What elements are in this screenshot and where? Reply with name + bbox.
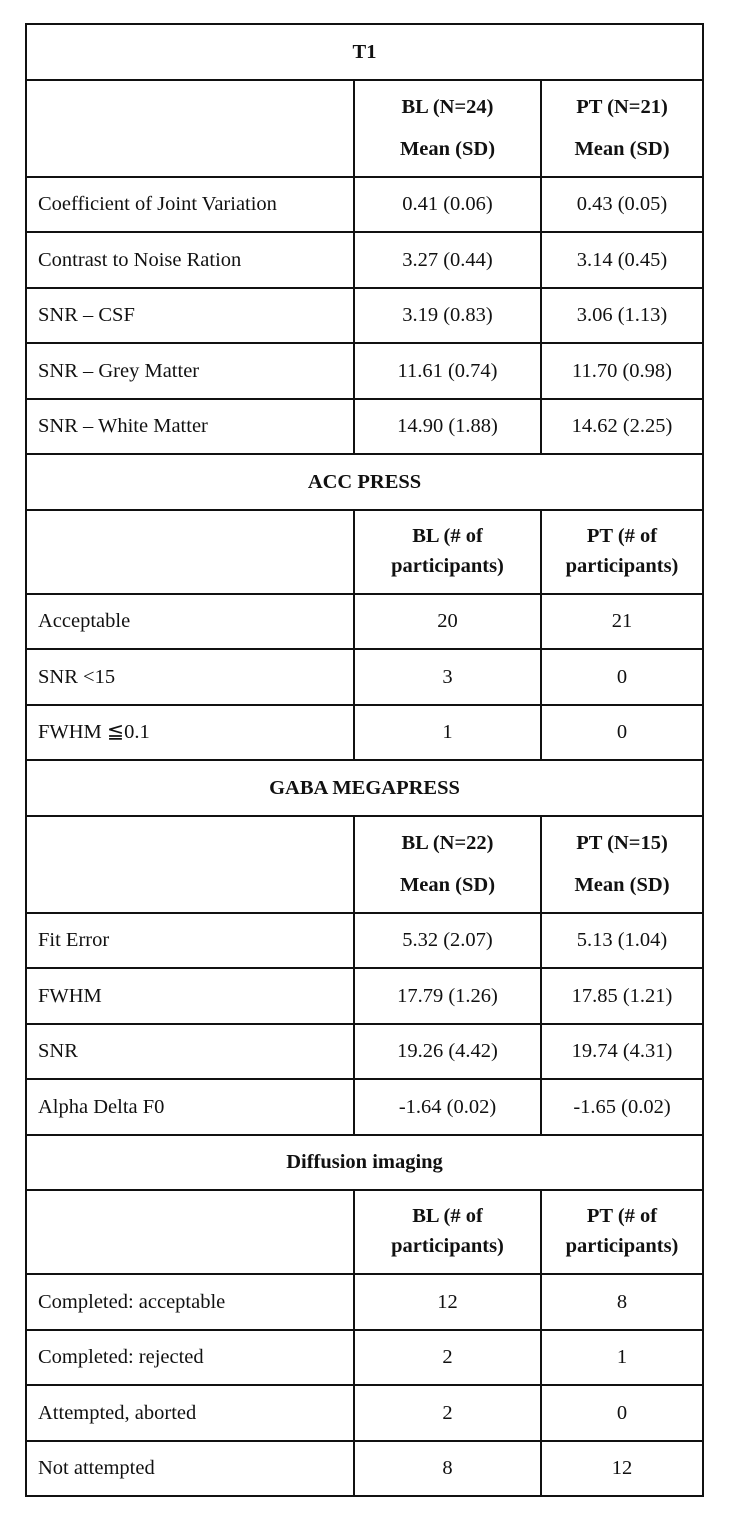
bl-value: 3 xyxy=(354,649,541,705)
bl-header xyxy=(354,510,541,594)
pt-header-text: PT (# of participants) xyxy=(565,524,679,577)
section-title-row xyxy=(26,760,703,816)
pt-value: 1 xyxy=(541,1330,703,1386)
pt-value: 17.85 (1.21) xyxy=(541,968,703,1024)
empty-header-cell xyxy=(26,510,354,594)
pt-header xyxy=(541,816,703,913)
bl-header-line1: BL (N=22) xyxy=(401,832,494,854)
pt-value: 12 xyxy=(541,1441,703,1497)
row-label: SNR – White Matter xyxy=(26,399,354,455)
empty-header-cell xyxy=(26,1190,354,1274)
row-label: SNR – CSF xyxy=(26,288,354,344)
column-header-row xyxy=(26,816,703,913)
bl-header-text: BL (# of participants) xyxy=(391,524,504,577)
bl-value: 0.41 (0.06) xyxy=(354,177,541,233)
row-label: Completed: acceptable xyxy=(26,1274,354,1330)
table-row xyxy=(26,1274,703,1330)
bl-header xyxy=(354,1190,541,1274)
quality-control-table xyxy=(25,23,704,1497)
row-label: FWHM ≦0.1 xyxy=(26,705,354,761)
row-label: Completed: rejected xyxy=(26,1330,354,1386)
column-header-row xyxy=(26,80,703,177)
table-row xyxy=(26,649,703,705)
row-label: Coefficient of Joint Variation xyxy=(26,177,354,233)
bl-value: 19.26 (4.42) xyxy=(354,1024,541,1080)
bl-header xyxy=(354,816,541,913)
pt-value: 14.62 (2.25) xyxy=(541,399,703,455)
table-row xyxy=(26,1441,703,1497)
pt-value: 0.43 (0.05) xyxy=(541,177,703,233)
table-row xyxy=(26,177,703,233)
row-label: Alpha Delta F0 xyxy=(26,1079,354,1135)
pt-header xyxy=(541,80,703,177)
table-row xyxy=(26,288,703,344)
pt-header-line2: Mean (SD) xyxy=(574,874,670,896)
row-label: Acceptable xyxy=(26,594,354,650)
table-row xyxy=(26,1079,703,1135)
row-label: Fit Error xyxy=(26,913,354,969)
bl-value: 5.32 (2.07) xyxy=(354,913,541,969)
pt-value: 8 xyxy=(541,1274,703,1330)
row-label: SNR <15 xyxy=(26,649,354,705)
bl-value: 8 xyxy=(354,1441,541,1497)
bl-value: 12 xyxy=(354,1274,541,1330)
pt-value: 5.13 (1.04) xyxy=(541,913,703,969)
table-row xyxy=(26,968,703,1024)
section-title-row xyxy=(26,454,703,510)
row-label: FWHM xyxy=(26,968,354,1024)
bl-value: 20 xyxy=(354,594,541,650)
pt-value: 3.14 (0.45) xyxy=(541,232,703,288)
pt-value: 21 xyxy=(541,594,703,650)
bl-header xyxy=(354,80,541,177)
empty-header-cell xyxy=(26,816,354,913)
bl-header-line2: Mean (SD) xyxy=(399,874,496,896)
bl-header-line1: BL (N=24) xyxy=(401,96,494,118)
table-row xyxy=(26,913,703,969)
table-row xyxy=(26,1024,703,1080)
section-title-t1: T1 xyxy=(26,24,703,80)
bl-value: 11.61 (0.74) xyxy=(354,343,541,399)
row-label: SNR – Grey Matter xyxy=(26,343,354,399)
pt-header-line1: PT (N=15) xyxy=(576,832,668,854)
row-label: Contrast to Noise Ration xyxy=(26,232,354,288)
pt-header-text: PT (# of participants) xyxy=(565,1205,679,1257)
pt-value: 0 xyxy=(541,705,703,761)
bl-value: 17.79 (1.26) xyxy=(354,968,541,1024)
section-title-row xyxy=(26,1135,703,1191)
section-title-acc-press: ACC PRESS xyxy=(26,454,703,510)
pt-value: 3.06 (1.13) xyxy=(541,288,703,344)
empty-header-cell xyxy=(26,80,354,177)
bl-value: -1.64 (0.02) xyxy=(354,1079,541,1135)
bl-header-text: BL (# of participants) xyxy=(391,1205,504,1257)
column-header-row xyxy=(26,1190,703,1274)
pt-value: 11.70 (0.98) xyxy=(541,343,703,399)
row-label: Not attempted xyxy=(26,1441,354,1497)
pt-header-line1: PT (N=21) xyxy=(576,96,668,118)
pt-header xyxy=(541,510,703,594)
bl-value: 3.19 (0.83) xyxy=(354,288,541,344)
bl-value: 2 xyxy=(354,1330,541,1386)
table-row xyxy=(26,343,703,399)
section-title-diffusion-imaging: Diffusion imaging xyxy=(26,1135,703,1191)
table-row xyxy=(26,1385,703,1441)
pt-value: -1.65 (0.02) xyxy=(541,1079,703,1135)
pt-value: 0 xyxy=(541,1385,703,1441)
bl-value: 14.90 (1.88) xyxy=(354,399,541,455)
pt-value: 19.74 (4.31) xyxy=(541,1024,703,1080)
section-title-gaba-megapress: GABA MEGAPRESS xyxy=(26,760,703,816)
table-row xyxy=(26,399,703,455)
table-row xyxy=(26,705,703,761)
bl-value: 1 xyxy=(354,705,541,761)
section-title-row xyxy=(26,24,703,80)
pt-value: 0 xyxy=(541,649,703,705)
column-header-row xyxy=(26,510,703,594)
bl-value: 2 xyxy=(354,1385,541,1441)
pt-header-line2: Mean (SD) xyxy=(574,138,670,160)
row-label: SNR xyxy=(26,1024,354,1080)
row-label: Attempted, aborted xyxy=(26,1385,354,1441)
table-row xyxy=(26,1330,703,1386)
table-row xyxy=(26,594,703,650)
bl-header-line2: Mean (SD) xyxy=(399,138,496,160)
pt-header xyxy=(541,1190,703,1274)
bl-value: 3.27 (0.44) xyxy=(354,232,541,288)
table-row xyxy=(26,232,703,288)
